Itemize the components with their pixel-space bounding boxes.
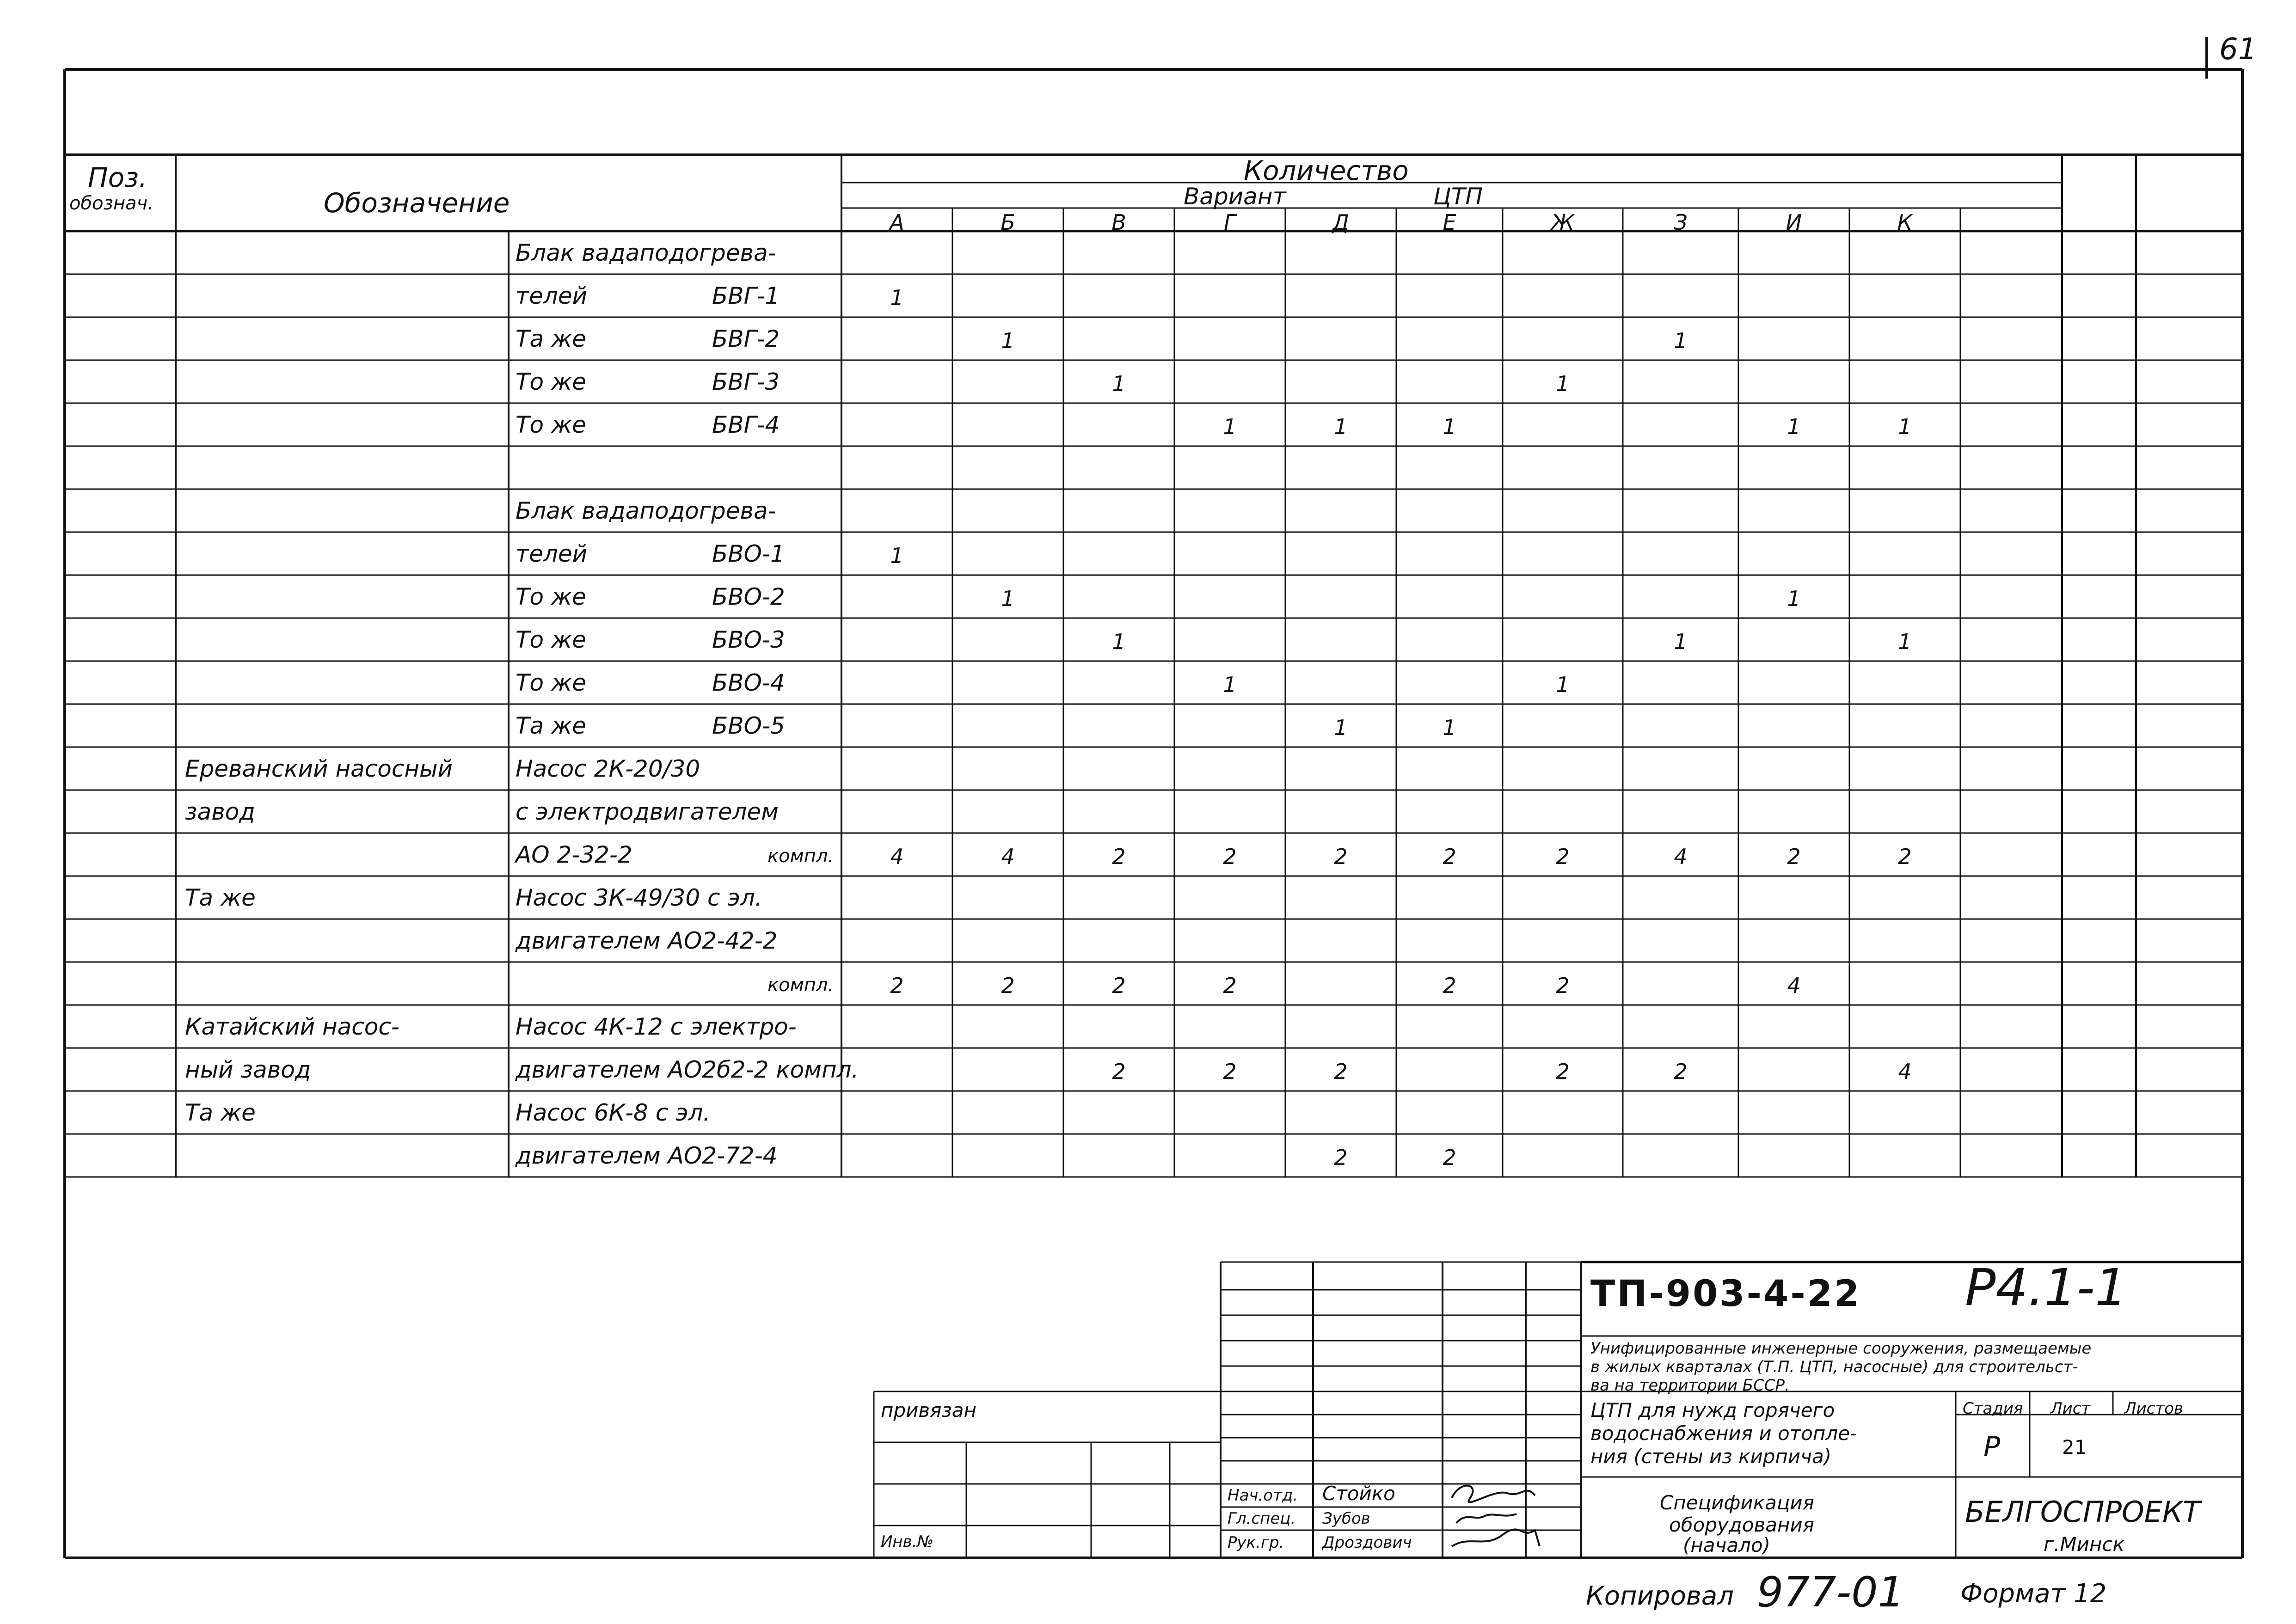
row-name: То же [516, 368, 586, 395]
sheet-number: 61 [2219, 32, 2257, 67]
qty-cell: 1 [1443, 414, 1456, 439]
row-code: БВО-5 [712, 712, 785, 739]
row-name: двигателем АО2-42-2 [516, 927, 778, 954]
org-city: г.Минск [2044, 1533, 2124, 1556]
qty-cell: 1 [1112, 629, 1126, 654]
object-line-1: ЦТП для нужд горячего [1590, 1399, 1835, 1422]
qty-cell: 1 [1223, 672, 1237, 697]
designation-label: Обозначение [324, 187, 510, 219]
row-name: телей [516, 540, 588, 567]
ctp-label: ЦТП [1433, 183, 1483, 210]
doc-title-line-1: Спецификация [1660, 1491, 1814, 1514]
variant-col-6: Е [1443, 210, 1456, 235]
qty-cell: 1 [1898, 629, 1912, 654]
row-manufacturer: Катайский насос- [185, 1013, 399, 1040]
inv-label: Инв.№ [881, 1532, 933, 1551]
description-line-2: в жилых кварталах (Т.П. ЦТП, насосные) для строительст- [1590, 1358, 2078, 1376]
row-code: БВГ-2 [712, 325, 780, 352]
row-name: Насос 4К-12 с электро- [516, 1013, 797, 1040]
format-label: Формат 12 [1960, 1579, 2107, 1609]
row-manufacturer: Та же [185, 884, 256, 911]
row-code: компл. [767, 846, 834, 867]
row-name: Насос 3К-49/30 с эл. [516, 884, 762, 911]
doc-title-line-2: оборудования [1669, 1514, 1815, 1536]
row-name: Блак вадаподогрева- [516, 239, 776, 266]
row-name: АО 2-32-2 [516, 841, 632, 868]
sheet-code: Р4.1-1 [1965, 1258, 2127, 1317]
qty-cell: 2 [1556, 844, 1570, 869]
qty-cell: 4 [1001, 844, 1015, 869]
qty-cell: 2 [1112, 973, 1126, 998]
row-name: двигателем АО2б2-2 компл. [516, 1056, 859, 1083]
qty-cell: 1 [1674, 328, 1688, 353]
qty-cell: 1 [1898, 414, 1912, 439]
name-3: Дроздович [1322, 1533, 1412, 1552]
org-name: БЕЛГОСПРОЕКТ [1965, 1495, 2200, 1529]
variant-col-4: Г [1224, 210, 1236, 235]
row-code: БВГ-4 [712, 411, 780, 438]
row-code: БВО-3 [712, 626, 785, 653]
stage-value: Р [1983, 1431, 2001, 1463]
qty-cell: 2 [1556, 1059, 1570, 1084]
row-name: То же [516, 583, 586, 610]
qty-cell: 1 [1674, 629, 1688, 654]
signatures [1443, 1465, 1563, 1558]
row-manufacturer: завод [185, 798, 255, 825]
variant-col-2: Б [1001, 210, 1015, 235]
qty-cell: 1 [1556, 672, 1570, 697]
sheets-label: Листов [2124, 1399, 2184, 1418]
qty-cell: 1 [1001, 328, 1015, 353]
row-name: Та же [516, 712, 586, 739]
object-line-2: водоснабжения и отопле- [1590, 1422, 1857, 1445]
qty-cell: 4 [1787, 973, 1801, 998]
role-1: Нач.отд. [1228, 1486, 1298, 1505]
variant-col-5: Д [1332, 210, 1349, 235]
role-3: Рук.гр. [1228, 1533, 1284, 1552]
qty-cell: 4 [1674, 844, 1688, 869]
row-name: Насос 6К-8 с эл. [516, 1099, 711, 1126]
row-name: То же [516, 669, 586, 696]
qty-cell: 2 [1112, 844, 1126, 869]
qty-cell: 1 [1787, 586, 1801, 611]
description-line-1: Унифицированные инженерные сооружения, размещаемые [1590, 1339, 2092, 1358]
qty-cell: 2 [1001, 973, 1015, 998]
variant-col-10: К [1897, 210, 1913, 235]
qty-cell: 2 [890, 973, 904, 998]
qty-cell: 2 [1787, 844, 1801, 869]
name-1: Стойко [1322, 1482, 1395, 1505]
copy-number: 977-01 [1757, 1568, 1904, 1617]
row-name: То же [516, 411, 586, 438]
quantity-label: Количество [1244, 155, 1409, 186]
row-name: с электродвигателем [516, 798, 779, 825]
variant-col-8: З [1674, 210, 1688, 235]
qty-cell: 2 [1556, 973, 1570, 998]
row-code: БВГ-3 [712, 368, 780, 395]
qty-cell: 1 [1443, 715, 1456, 740]
row-name: То же [516, 626, 586, 653]
qty-cell: 2 [1334, 844, 1348, 869]
variant-col-9: И [1786, 210, 1802, 235]
row-code: компл. [767, 974, 834, 996]
description-line-3: ва на территории БССР. [1590, 1376, 1790, 1395]
role-2: Гл.спец. [1228, 1509, 1296, 1528]
variant-label: Вариант [1184, 183, 1286, 210]
object-line-3: ния (стены из кирпича) [1590, 1445, 1832, 1468]
pos-label-1: Поз. [88, 162, 147, 193]
stage-label: Стадия [1963, 1399, 2023, 1418]
qty-cell: 1 [1334, 715, 1348, 740]
qty-cell: 1 [1787, 414, 1801, 439]
row-code: БВО-1 [712, 540, 785, 567]
doc-code: ТП-903-4-22 [1590, 1273, 1861, 1315]
row-manufacturer: Ереванский насосный [185, 755, 453, 782]
qty-cell: 1 [890, 543, 904, 568]
qty-cell: 2 [1443, 844, 1456, 869]
sheet-label: Лист [2050, 1399, 2091, 1418]
row-code: БВГ-1 [712, 282, 780, 309]
row-code: БВО-2 [712, 583, 785, 610]
variant-col-1: А [890, 210, 904, 235]
row-name: телей [516, 282, 588, 309]
qty-cell: 1 [1001, 586, 1015, 611]
qty-cell: 1 [1334, 414, 1348, 439]
qty-cell: 2 [1112, 1059, 1126, 1084]
qty-cell: 1 [1556, 371, 1570, 396]
qty-cell: 1 [890, 285, 904, 310]
variant-col-3: В [1111, 210, 1126, 235]
row-name: Та же [516, 325, 586, 352]
row-name: двигателем АО2-72-4 [516, 1142, 778, 1169]
row-manufacturer: ный завод [185, 1056, 311, 1083]
row-name: Блак вадаподогрева- [516, 497, 776, 524]
row-manufacturer: Та же [185, 1099, 256, 1126]
sheet-value: 21 [2062, 1436, 2087, 1459]
pos-label-2: обознач. [69, 193, 153, 214]
name-2: Зубов [1322, 1509, 1370, 1528]
qty-cell: 2 [1334, 1059, 1348, 1084]
qty-cell: 2 [1223, 844, 1237, 869]
variant-col-7: Ж [1551, 210, 1574, 235]
row-code: БВО-4 [712, 669, 785, 696]
qty-cell: 2 [1223, 973, 1237, 998]
copied-label: Копировал [1586, 1581, 1734, 1611]
qty-cell: 2 [1674, 1059, 1688, 1084]
qty-cell: 2 [1443, 973, 1456, 998]
privyazan-label: привязан [881, 1399, 976, 1422]
row-name: Насос 2К-20/30 [516, 755, 700, 782]
qty-cell: 2 [1223, 1059, 1237, 1084]
qty-cell: 1 [1223, 414, 1237, 439]
qty-cell: 4 [890, 844, 904, 869]
qty-cell: 2 [1334, 1145, 1348, 1170]
qty-cell: 2 [1898, 844, 1912, 869]
qty-cell: 2 [1443, 1145, 1456, 1170]
qty-cell: 1 [1112, 371, 1126, 396]
doc-title-line-3: (начало) [1683, 1534, 1771, 1557]
qty-cell: 4 [1898, 1059, 1912, 1084]
